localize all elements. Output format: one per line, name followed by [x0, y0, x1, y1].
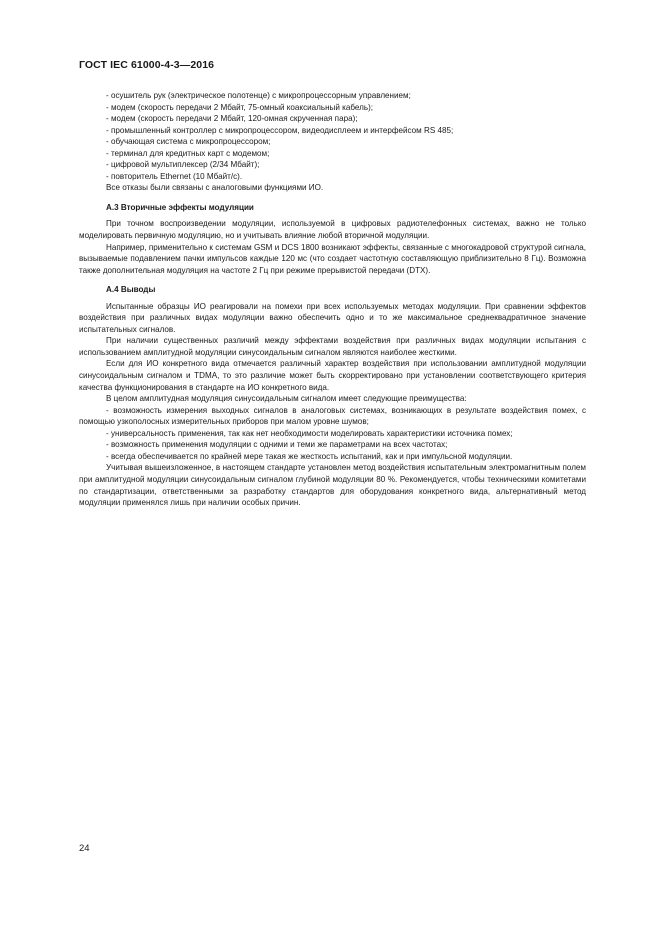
standard-header: ГОСТ IEC 61000-4-3—2016 [79, 59, 215, 71]
list-item: - модем (скорость передачи 2 Мбайт, 120-омная скрученная пара); [106, 114, 358, 124]
advantage-item: - всегда обеспечивается по крайней мере такая же жесткость испытаний, как и при импульсной модуляции. [106, 451, 513, 461]
section-a3-heading: А.3 Вторичные эффекты модуляции [106, 202, 254, 212]
advantage-item: - универсальность применения, так как нет необходимости моделировать характеристики источника помех; [106, 428, 513, 438]
paragraph: При точном воспроизведении модуляции, используемой в цифровых радиотелефонных системах, важно не только моделировать первичную модуляцию, но и учитывать влияние любой вторичной модуляции. [79, 219, 586, 241]
paragraph: Испытанные образцы ИО реагировали на помехи при всех используемых методах модуляции. При сравнении эффектов воздействия при различных видах модуляции важно обеспечить одно и то же максимальное среднеквадратичное значение испытательных сигналов. [79, 301, 586, 334]
list-item: - модем (скорость передачи 2 Мбайт, 75-омный коаксиальный кабель); [106, 102, 374, 112]
paragraph: В целом амплитудная модуляция синусоидальным сигналом имеет следующие преимущества: [106, 394, 467, 404]
list-item: - осушитель рук (электрическое полотенце) с микропроцессорным управлением; [106, 91, 411, 100]
list-item: - цифровой мультиплексер (2/34 Мбайт); [106, 160, 260, 170]
list-item: - обучающая система с микропроцессором; [106, 137, 271, 147]
advantage-item: - возможность применения модуляции с одними и теми же параметрами на всех частотах; [106, 440, 448, 450]
list-item: - промышленный контроллер с микропроцессором, видеодисплеем и интерфейсом RS 485; [106, 125, 454, 135]
paragraph: Если для ИО конкретного вида отмечается различный характер воздействия при использовании амплитудной модуляции синусоидальным сигналом и TDMA, то это различие может быть скорректировано при установлении соответствующего критерия качества функционирования в стандарте на ИО конкретного вида. [79, 359, 586, 392]
advantage-item: - возможность измерения выходных сигналов в аналоговых системах, возникающих в результате воздействия помех, с помощью узкополосных измерительных приборов при малом уровне шумов; [79, 405, 586, 427]
page-number: 24 [79, 843, 90, 854]
paragraph: При наличии существенных различий между эффектами воздействия при различных видах модуляции испытания с использованием амплитудной модуляции синусоидальным сигналом являются наиболее жесткими. [79, 336, 586, 357]
section-a4-heading: А.4 Выводы [106, 285, 156, 295]
list-item: - повторитель Ethernet (10 Мбайт/с). [106, 171, 243, 181]
list-item: - терминал для кредитных карт с модемом; [106, 148, 270, 158]
list-note: Все отказы были связаны с аналоговыми функциями ИО. [106, 183, 324, 193]
paragraph: Например, применительно к системам GSM и DCS 1800 возникают эффекты, связанные с многокадровой структурой сигнала, вызываемые подавлением пачки импульсов каждые 120 мс (что создает частотную составляющую приблизительно 8 Гц). Возможна также дополнительная модуляция на частоте 2 Гц при режиме прерывистой передачи (DTX). [79, 242, 586, 275]
document-body [79, 90, 586, 509]
conclusion-paragraph: Учитывая вышеизложенное, в настоящем стандарте установлен метод воздействия испытательным электромагнитным полем при амплитудной модуляции синусоидальным сигналом глубиной модуляции 80 %. Рекомендуется, чтобы техническими комитетами по стандартизации, ответственными за разработку стандартов для оборудования конкретного вида, альтернативный метод модуляции применялся лишь при наличии особых причин. [79, 463, 586, 508]
